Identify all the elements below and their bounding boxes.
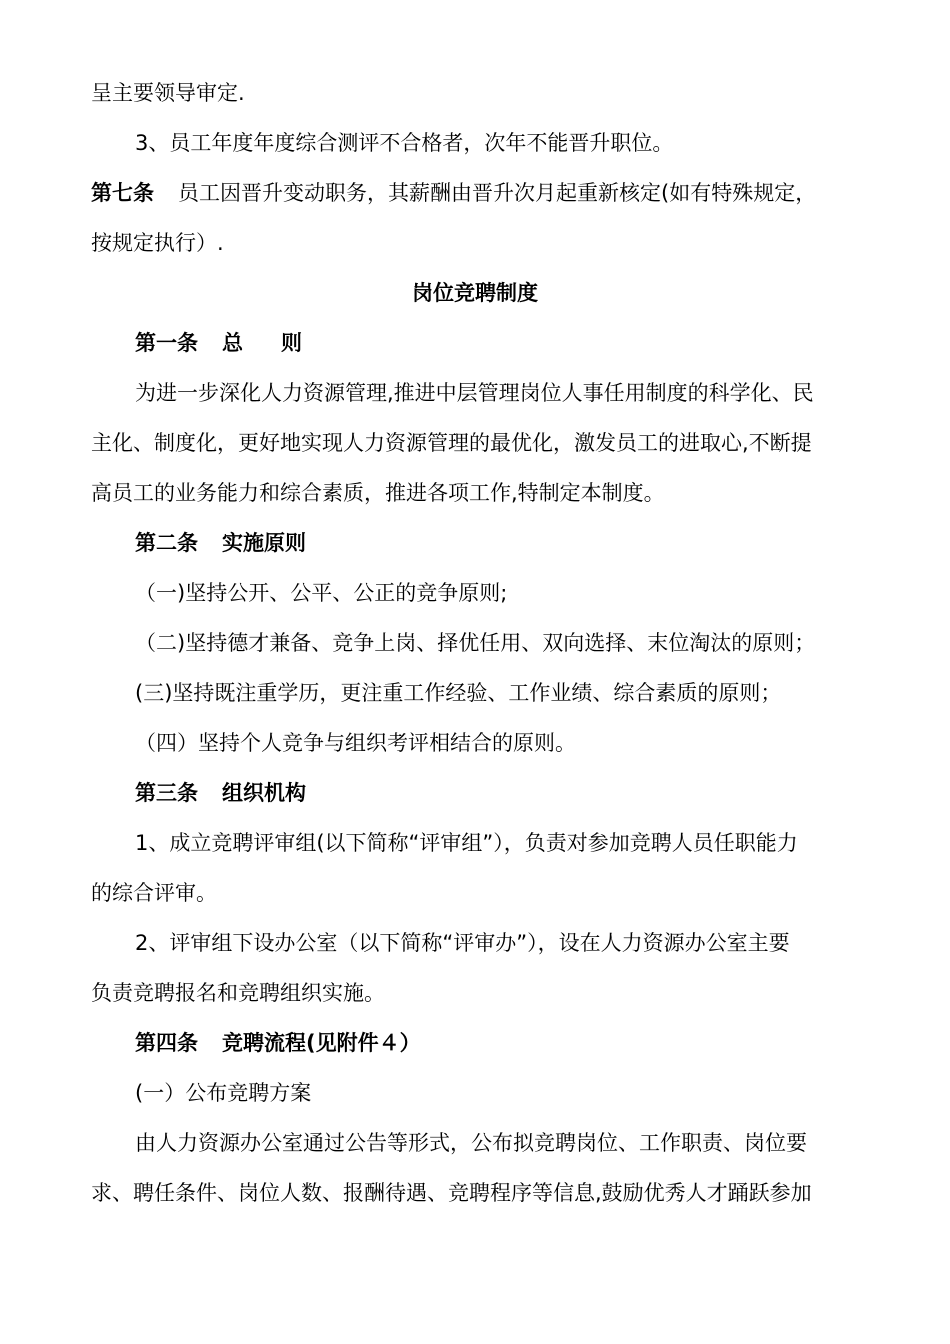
article-text: 员工因晋升变动职务，其薪酬由晋升次月起重新核定(如有特殊规定， (178, 181, 817, 205)
article-4-heading (135, 1028, 866, 1058)
article-label: 第七条 (91, 181, 154, 205)
article-2-heading (135, 528, 866, 558)
text-line: 主化、制度化，更好地实现人力资源管理的最优化，激发员工的进取心,不断提 (91, 431, 812, 455)
article-3-heading (135, 778, 866, 808)
text-line: 高员工的业务能力和综合素质，推进各项工作,特制定本制度。 (91, 481, 665, 505)
article-title: 实施原则 (222, 531, 306, 555)
article-1-heading (135, 328, 866, 358)
text-line: 的综合评审。 (91, 881, 217, 905)
article-label: 第二条 (135, 531, 198, 555)
text-line: 3、员工年度年度综合测评不合格者，次年不能晋升职位。 (135, 131, 674, 155)
text-line: 求、聘任条件、岗位人数、报酬待遇、竞聘程序等信息,鼓励优秀人才踊跃参加 (91, 1181, 812, 1205)
article-title: 组织机构 (222, 781, 306, 805)
text-line: 由人力资源办公室通过公告等形式，公布拟竞聘岗位、工作职责、岗位要 (135, 1131, 807, 1155)
article-7-line (91, 178, 866, 208)
article-label: 第一条 (135, 331, 198, 355)
article-label: 第三条 (135, 781, 198, 805)
text-line: （一)坚持公开、公平、公正的竞争原则; (135, 581, 508, 605)
text-line: (三)坚持既注重学历，更注重工作经验、工作业绩、综合素质的原则； (135, 681, 782, 705)
article-title-part: 总 (222, 331, 243, 355)
text-line: (一）公布竞聘方案 (135, 1081, 312, 1105)
text-line: 负责竞聘报名和竞聘组织实施。 (91, 981, 385, 1005)
article-title: 竞聘流程(见附件４） (222, 1031, 421, 1055)
text-line: 呈主要领导审定. (91, 81, 245, 105)
text-line: 按规定执行）. (91, 231, 224, 255)
text-line: 1、成立竞聘评审组(以下简称“评审组”），负责对参加竞聘人员任职能力 (135, 831, 798, 855)
text-line: 为进一步深化人力资源管理,推进中层管理岗位人事任用制度的科学化、民 (135, 381, 814, 405)
text-line: （二)坚持德才兼备、竞争上岗、择优任用、双向选择、末位淘汰的原则； (135, 631, 816, 655)
article-title-part: 则 (281, 331, 302, 355)
text-line: 2、评审组下设办公室（以下简称“评审办”），设在人力资源办公室主要 (135, 931, 790, 955)
article-label: 第四条 (135, 1031, 198, 1055)
section-title: 岗位竞聘制度 (412, 281, 538, 305)
text-line: （四）坚持个人竞争与组织考评相结合的原则。 (135, 731, 576, 755)
